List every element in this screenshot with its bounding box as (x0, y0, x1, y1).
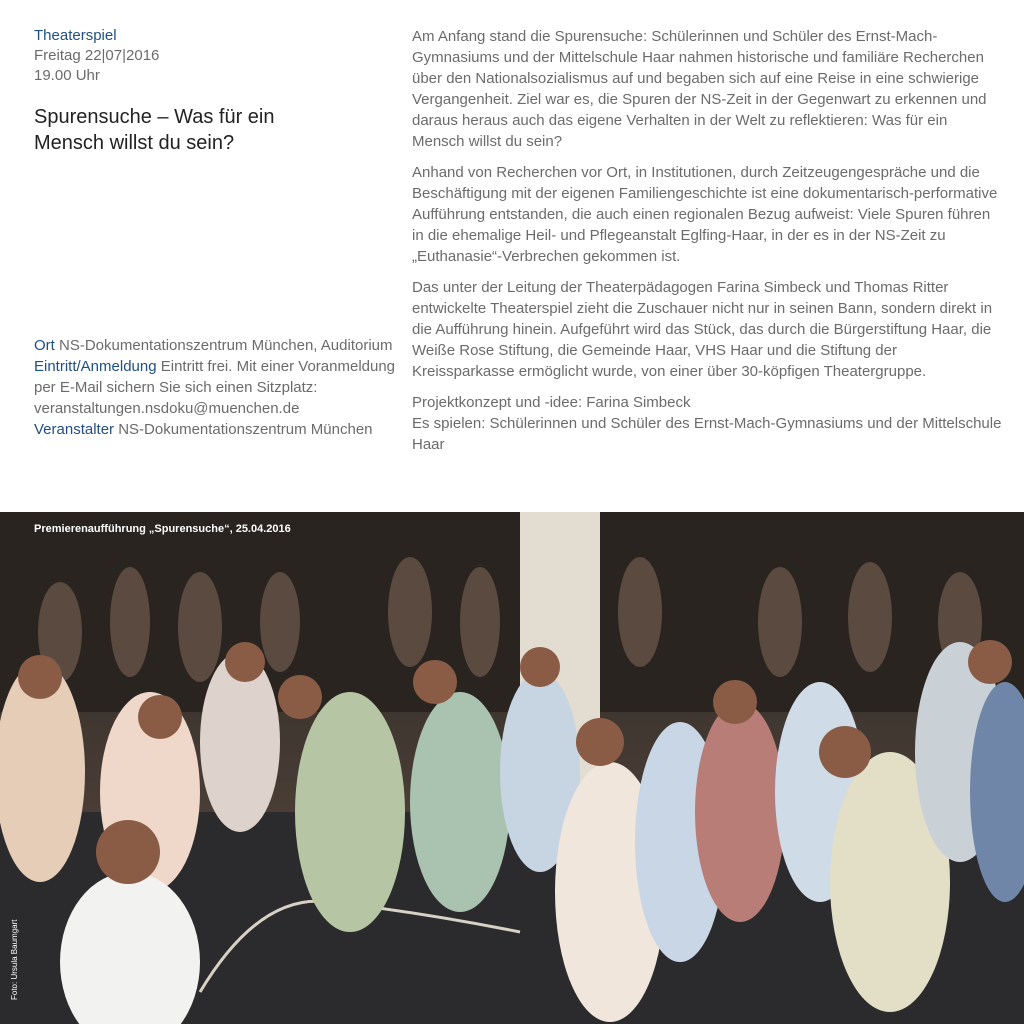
veranstalter-label: Veranstalter (34, 421, 115, 438)
info-veranstalter (34, 419, 404, 440)
event-category: Theaterspiel (34, 27, 117, 44)
info-eintritt (34, 356, 404, 419)
event-description (412, 26, 1002, 455)
event-date: Freitag 22|07|2016 (34, 47, 160, 64)
description-paragraph-3: Das unter der Leitung der Theaterpädagogen Farina Simbeck und Thomas Ritter entwickelte Theaterspiel zieht die Zuschauer nicht nur in seinen Bann, sondern direkt in die Aufführung hinein. Aufgeführt wird das Stück, das durch die Bürgerstiftung Haar, die Weiße Rose Stiftung, die Gemeinde Haar, VHS Haar und die Stiftung der Kreissparkasse ermöglicht wurde, von einer über 30-köpfigen Theatergruppe. (412, 279, 993, 380)
credits (412, 392, 1002, 455)
description-paragraph-2: Anhand von Recherchen vor Ort, in Institutionen, durch Zeitzeugengespräche und die Beschäftigung mit der eigenen Familiengeschichte ist eine dokumentarisch-performative Aufführung entstanden, die auch einen regionalen Bezug aufweist: Viele Spuren führen in die ehemalige Heil- und Pflegeanstalt Eglfing-Haar, in der es in der NS-Zeit zu „Euthanasie“-Verbrechen gekommen ist. (412, 164, 998, 265)
photo-illustration (0, 512, 1024, 1024)
event-info (34, 335, 404, 440)
photo-credit: Foto: Ursula Baumgart (10, 919, 19, 1000)
event-time: 19.00 Uhr (34, 67, 100, 84)
ort-label: Ort (34, 337, 55, 354)
info-ort (34, 335, 404, 356)
credits-concept: Projektkonzept und -idee: Farina Simbeck (412, 394, 691, 411)
eintritt-label: Eintritt/Anmeldung (34, 358, 157, 375)
event-title-line1: Spurensuche – Was für ein (34, 106, 275, 128)
ort-value: NS-Dokumentationszentrum München, Auditorium (59, 337, 393, 354)
description-paragraph-1: Am Anfang stand die Spurensuche: Schülerinnen und Schüler des Ernst-Mach-Gymnasiums und der Mittelschule Haar nahmen historische und familiäre Recherchen über den Nationalsozialismus auf und begaben sich auf eine Reise in eine schwierige Vergangenheit. Ziel war es, die Spuren der NS-Zeit in der Gegenwart zu erkennen und daraus heraus auch das eigene Verhalten in der Welt zu reflektieren: Was für ein Mensch willst du sein? (412, 28, 987, 150)
credits-cast: Es spielen: Schülerinnen und Schüler des Ernst-Mach-Gymnasiums und der Mittelschule Haar (412, 415, 1002, 453)
eintritt-value: Eintritt frei. Mit einer Voranmeldung per E-Mail sichern Sie sich einen Sitzplatz: veranstaltungen.nsdoku@muenchen.de (34, 358, 396, 417)
veranstalter-value: NS-Dokumentationszentrum München (118, 421, 373, 438)
event-title-line2: Mensch willst du sein? (34, 132, 235, 154)
performance-photo (0, 512, 1024, 1024)
event-title (34, 104, 404, 156)
event-header (34, 26, 404, 156)
photo-caption: Premierenaufführung „Spurensuche“, 25.04.2016 (34, 523, 291, 535)
